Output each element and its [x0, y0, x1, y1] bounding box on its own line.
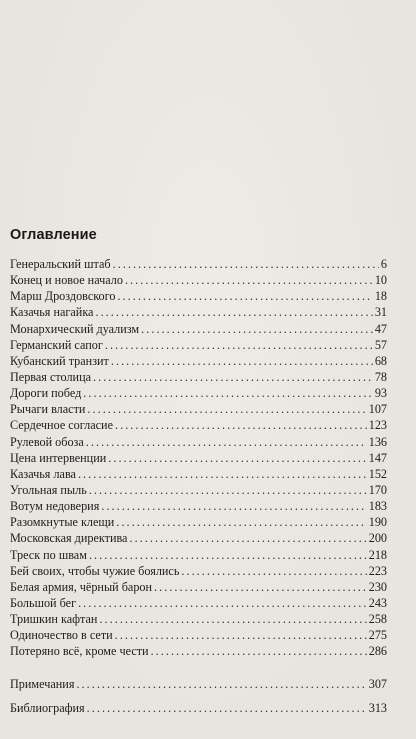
toc-entry-label: Казачья лава: [10, 466, 76, 481]
dot-leader: [76, 672, 366, 696]
toc-entry-page: 275: [368, 628, 387, 643]
toc-entry: [10, 530, 387, 546]
toc-entry-bibliography: [10, 696, 387, 720]
toc-entry-page: 183: [368, 499, 387, 514]
toc-entry-label: Дороги побед: [10, 386, 82, 401]
toc-entry-label: Бей своих, чтобы чужие боялись: [10, 563, 180, 578]
toc-entry-page: 18: [374, 289, 387, 304]
toc-entry-label: Конец и новое начало: [10, 273, 123, 288]
dot-leader: [113, 256, 379, 272]
dot-leader: [83, 385, 373, 401]
toc-entry-label: Белая армия, чёрный барон: [10, 579, 153, 594]
toc-entry-label: Угольная пыль: [10, 482, 87, 497]
toc-entry: [10, 272, 387, 288]
toc-entry-label: Рулевой обоза: [10, 434, 84, 449]
toc-entry-label: Генеральский штаб: [10, 257, 111, 271]
toc-entry-label: Монархический дуализм: [10, 321, 140, 336]
toc-entry-page: 31: [374, 305, 387, 320]
toc-entry: [10, 304, 387, 320]
toc-entry-page: 190: [368, 515, 387, 530]
toc-entry-page: 307: [368, 676, 387, 691]
dot-leader: [105, 337, 373, 353]
toc-entry-label: Германский сапог: [10, 337, 103, 352]
toc-entry-label: Разомкнутые клещи: [10, 515, 115, 530]
dot-leader: [181, 563, 366, 579]
dot-leader: [78, 466, 367, 482]
dot-leader: [151, 643, 367, 659]
dot-leader: [87, 401, 366, 417]
dot-leader: [116, 514, 366, 530]
toc-entry-label: Потеряно всё, кроме чести: [10, 644, 149, 659]
toc-entry: [10, 595, 387, 611]
dot-leader: [111, 353, 373, 369]
toc-entry: [10, 482, 387, 498]
toc-entry-page: 286: [368, 644, 387, 659]
dot-leader: [125, 272, 373, 288]
toc-entry: [10, 385, 387, 401]
toc-entry-page: 57: [374, 337, 387, 352]
toc-entry-page: 78: [374, 369, 387, 384]
toc-entry: [10, 514, 387, 530]
toc-entry: [10, 434, 387, 450]
toc-entry-label: Библиография: [10, 700, 85, 715]
toc-entry-label: Треск по швам: [10, 547, 87, 562]
toc-entry-label: Первая столица: [10, 369, 92, 384]
toc-entry-page: 258: [368, 612, 387, 627]
dot-leader: [99, 611, 366, 627]
dot-leader: [95, 304, 372, 320]
dot-leader: [87, 696, 367, 720]
toc-entry: [10, 643, 387, 659]
toc-entry: [10, 256, 387, 272]
dot-leader: [154, 579, 367, 595]
toc-entry-label: Рычаги власти: [10, 402, 86, 417]
dot-leader: [89, 547, 367, 563]
section-gap: [10, 660, 387, 672]
toc-entry-label: Казачья нагайка: [10, 305, 94, 320]
toc-entry-label: Примечания: [10, 676, 75, 691]
toc-entry-label: Цена интервенции: [10, 450, 107, 465]
toc-entry: [10, 611, 387, 627]
toc-entry-page: 313: [368, 700, 387, 715]
toc-entry-page: 136: [368, 434, 387, 449]
toc-entry: [10, 417, 387, 433]
toc-entry-page: 6: [380, 257, 387, 271]
dot-leader: [89, 482, 367, 498]
toc-entry-label: Сердечное согласие: [10, 418, 113, 433]
dot-leader: [117, 288, 372, 304]
toc-entry: [10, 627, 387, 643]
toc-entry: [10, 498, 387, 514]
toc-entry-page: 152: [368, 466, 387, 481]
toc-entry-label: Одиночество в сети: [10, 628, 113, 643]
dot-leader: [78, 595, 367, 611]
dot-leader: [86, 434, 367, 450]
dot-leader: [115, 417, 367, 433]
toc-entry-page: 218: [368, 547, 387, 562]
toc-entry: [10, 450, 387, 466]
toc-entry-label: Тришкин кафтан: [10, 612, 98, 627]
dot-leader: [141, 321, 373, 337]
dot-leader: [101, 498, 366, 514]
dot-leader: [108, 450, 366, 466]
toc-entry: [10, 466, 387, 482]
toc-entry-label: Марш Дроздовского: [10, 289, 116, 304]
toc-entry: [10, 547, 387, 563]
toc-entry-page: 10: [374, 273, 387, 288]
toc-entry: [10, 288, 387, 304]
dot-leader: [93, 369, 373, 385]
toc-entry: [10, 401, 387, 417]
toc-entry-label: Большой бег: [10, 595, 77, 610]
toc-entry: [10, 321, 387, 337]
toc-entry-page: 68: [374, 353, 387, 368]
toc-entry: [10, 337, 387, 353]
toc-entry-page: 93: [374, 386, 387, 401]
toc-entry-page: 107: [368, 402, 387, 417]
toc-entry-page: 123: [368, 418, 387, 433]
toc-entry: [10, 353, 387, 369]
dot-leader: [129, 530, 366, 546]
toc-entry-page: 147: [368, 450, 387, 465]
toc-entry-page: 200: [368, 531, 387, 546]
toc-entry: [10, 563, 387, 579]
dot-leader: [115, 627, 367, 643]
toc-entry: [10, 579, 387, 595]
toc-entry-page: 170: [368, 482, 387, 497]
toc-entry-label: Кубанский транзит: [10, 353, 109, 368]
toc-entry-page: 230: [368, 579, 387, 594]
toc-title: Оглавление: [10, 227, 97, 243]
toc-entry-page: 223: [368, 563, 387, 578]
toc-entry-label: Московская директива: [10, 531, 128, 546]
toc-entry: [10, 369, 387, 385]
toc-entry-label: Вотум недоверия: [10, 499, 100, 514]
toc-entry-page: 243: [368, 595, 387, 610]
toc-entry-notes: [10, 672, 387, 696]
toc-list: [10, 256, 387, 720]
toc-entry-page: 47: [374, 321, 387, 336]
